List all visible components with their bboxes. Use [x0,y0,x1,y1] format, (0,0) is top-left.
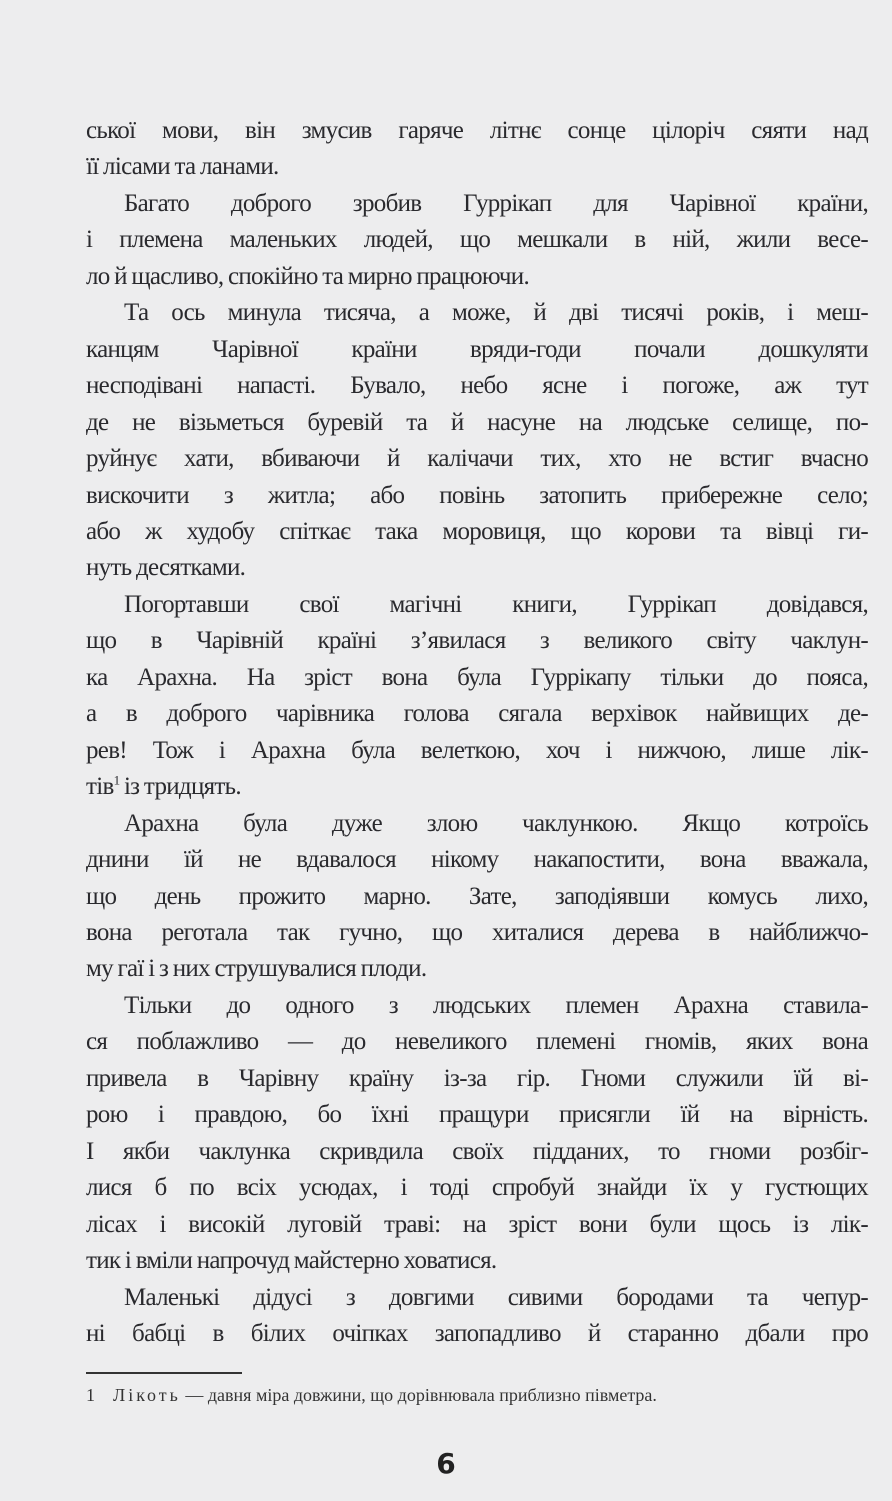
text-line: вискочити з житла; або повінь затопить прибережне село; [86,481,868,509]
text-line: або ж худобу спіткає така моровиця, що корови та вівці ги- [86,517,868,545]
footnote [86,1383,868,1407]
footnote-divider [86,1372,242,1374]
text-line: що день прожито марно. Зате, заподіявши комусь лихо, [86,882,868,910]
footnote-text: — давня міра довжини, що дорівнювала приблизно півметра. [180,1385,657,1406]
text-line: Маленькі дідусі з довгими сивими бородами та чепур- [124,1283,868,1311]
text-line: тик і вміли напрочуд майстерно ховатися. [86,1247,497,1275]
paragraph [86,587,868,806]
text-line: Та ось минула тисяча, а може, й дві тисячі років, і меш- [124,299,868,327]
paragraph [86,988,868,1280]
text-line: руйнує хати, вбиваючи й калічачи тих, хто не встиг вчасно [86,445,868,473]
text-line: привела в Чарівну країну із-за гір. Гноми служили їй ві- [86,1064,868,1092]
text-line: ні бабці в білих очіпках запопадливо й старанно дбали про [86,1319,868,1347]
text-line: днини їй не вдавалося нікому накапостити, вона вважала, [86,846,868,874]
text-line: несподівані напасті. Бувало, небо ясне і погоже, аж тут [86,372,868,400]
text-line: ської мови, він змусив гаряче літнє сонце цілоріч сяяти над [86,117,868,144]
text-line: ло й щасливо, спокійно та мирно працюючи. [86,262,530,290]
text-line: му гаї і з них струшувалися плоди. [86,955,427,983]
text-line: де не візьметься буревій та й насуне на людське селище, по- [86,408,868,436]
text-line: Арахна була дуже злою чаклункою. Якщо котроїсь [124,809,868,837]
paragraph [86,806,868,988]
text-fragment: тів [86,773,114,801]
text-line: лися б по всіх усюдах, і тоді спробуй знайди їх у густющих [86,1174,868,1202]
page-number: 6 [436,1447,456,1481]
text-line: Багато доброго зробив Гуррікап для Чарівної країни, [124,189,868,217]
text-line: Тільки до одного з людських племен Арахна ставила- [124,991,868,1019]
text-line: а в доброго чарівника голова сягала верхівок найвищих де- [86,700,868,728]
body-text [86,113,868,1352]
text-line: лісах і високій луговій траві: на зріст вони були щось із лік- [86,1210,868,1238]
text-line: рев! Тож і Арахна була велеткою, хоч і нижчою, лише лік- [86,736,868,764]
paragraph [86,186,868,295]
paragraph [86,295,868,587]
footnote-number: 1 [86,1385,95,1406]
text-line: Погортавши свої магічні книги, Гуррікап довідався, [124,590,868,618]
text-line: ся поблажливо — до невеликого племені гномів, яких вона [86,1028,868,1056]
footnote-reference: 1 [113,772,120,788]
text-line: що в Чарівній країні з’явилася з великого світу чаклун- [86,627,868,655]
text-line [86,769,868,805]
paragraph [86,1280,868,1353]
paragraph [86,113,868,186]
text-line: ка Арахна. На зріст вона була Гуррікапу тільки до пояса, [86,663,868,691]
text-line: і племена маленьких людей, що мешкали в ній, жили весе- [86,226,868,254]
text-line: нуть десятками. [86,554,246,582]
text-line: вона реготала так гучно, що хиталися дерева в найближчо- [86,918,868,946]
text-line: рою і правдою, бо їхні пращури присягли їй на вірність. [86,1101,868,1129]
text-line: канцям Чарівної країни вряди-годи почали дошкуляти [86,335,868,363]
text-line: її лісами та ланами. [86,153,279,181]
text-fragment: із тридцять. [119,773,241,801]
text-line: І якби чаклунка скривдила своїх підданих, то гноми розбіг- [86,1137,868,1165]
footnote-term: Лікоть [113,1385,181,1406]
